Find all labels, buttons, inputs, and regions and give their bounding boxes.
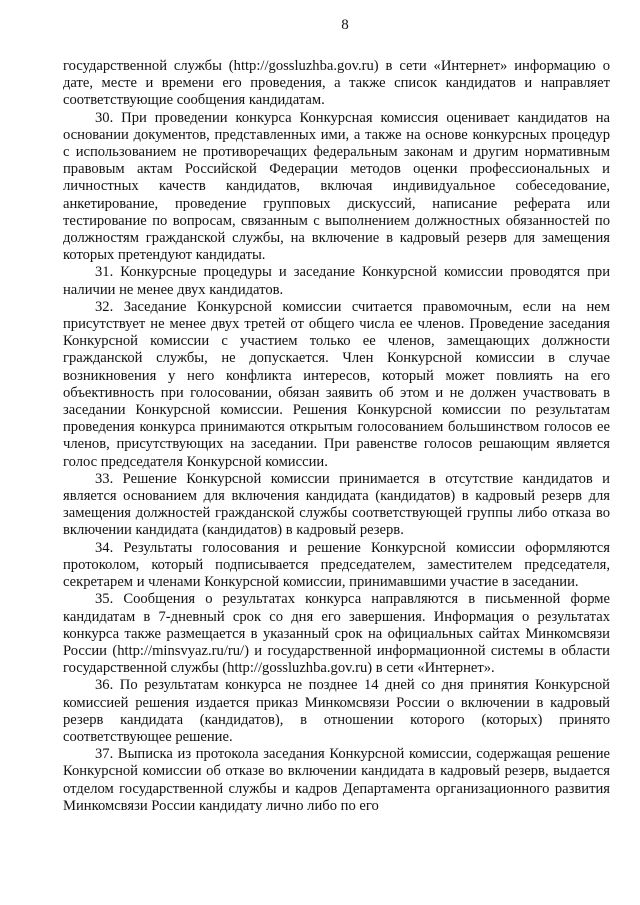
paragraph-item-34: 34. Результаты голосования и решение Конкурсной комиссии оформляются протоколом, который подписывается председателем, заместителем председателя, секретарем и членами Конкурсной комиссии, принимавшими участие в заседании. (63, 539, 610, 591)
paragraph-item-35: 35. Сообщения о результатах конкурса направляются в письменной форме кандидатам в 7-дневный срок со дня его завершения. Информация о результатах конкурса также размещается в указанный срок на официальных сайтах Минкомсвязи России (http://minsvyaz.ru/ru/) и государственной информационной системы в области государственной службы (http://gossluzhba.gov.ru) в сети «Интернет». (63, 591, 610, 677)
document-body (63, 58, 610, 815)
paragraph-item-31: 31. Конкурсные процедуры и заседание Конкурсной комиссии проводятся при наличии не менее двух кандидатов. (63, 264, 610, 298)
page-number: 8 (341, 17, 349, 33)
paragraph-item-30: 30. При проведении конкурса Конкурсная комиссия оценивает кандидатов на основании документов, представленных ими, а также на основе конкурсных процедур с использованием не противоречащих федеральным законам и другим нормативным правовым актам Российской Федерации методов оценки профессиональных и личностных качеств кандидатов, включая индивидуальное собеседование, анкетирование, проведение групповых дискуссий, написание реферата или тестирование по вопросам, связанным с выполнением должностных обязанностей по должностям гражданской службы, на включение в кадровый резерв для замещения которых претендуют кандидаты. (63, 109, 610, 264)
paragraph-item-32: 32. Заседание Конкурсной комиссии считается правомочным, если на нем присутствует не менее двух третей от общего числа ее членов. Проведение заседания Конкурсной комиссии с участием только ее членов, замещающих должности гражданской службы, не допускается. Член Конкурсной комиссии в случае возникновения у него конфликта интересов, который может повлиять на его объективность при голосовании, обязан заявить об этом и не должен участвовать в заседании Конкурсной комиссии. Решения Конкурсной комиссии по результатам проведения конкурса принимаются открытым голосованием большинством голосов ее членов, присутствующих на заседании. При равенстве голосов решающим является голос председателя Конкурсной комиссии. (63, 298, 610, 470)
paragraph-item-33: 33. Решение Конкурсной комиссии принимается в отсутствие кандидатов и является основанием для включения кандидата (кандидатов) в кадровый резерв для замещения должностей гражданской службы соответствующей группы либо отказа во включении кандидата (кандидатов) в кадровый резерв. (63, 470, 610, 539)
paragraph-item-37: 37. Выписка из протокола заседания Конкурсной комиссии, содержащая решение Конкурсной комиссии об отказе во включении кандидата в кадровый резерв, выдается отделом государственной службы и кадров Департамента организационного развития Минкомсвязи России кандидату лично либо по его (63, 746, 610, 814)
paragraph-continuation: государственной службы (http://gossluzhba.gov.ru) в сети «Интернет» информацию о дате, месте и времени его проведения, а также список кандидатов и направляет соответствующие сообщения кандидатам. (63, 58, 610, 109)
paragraph-item-36: 36. По результатам конкурса не позднее 14 дней со дня принятия Конкурсной комиссией решения издается приказ Минкомсвязи России о включении в кадровый резерв кандидата (кандидатов), в отношении которого (которых) принято соответствующее решение. (63, 677, 610, 745)
